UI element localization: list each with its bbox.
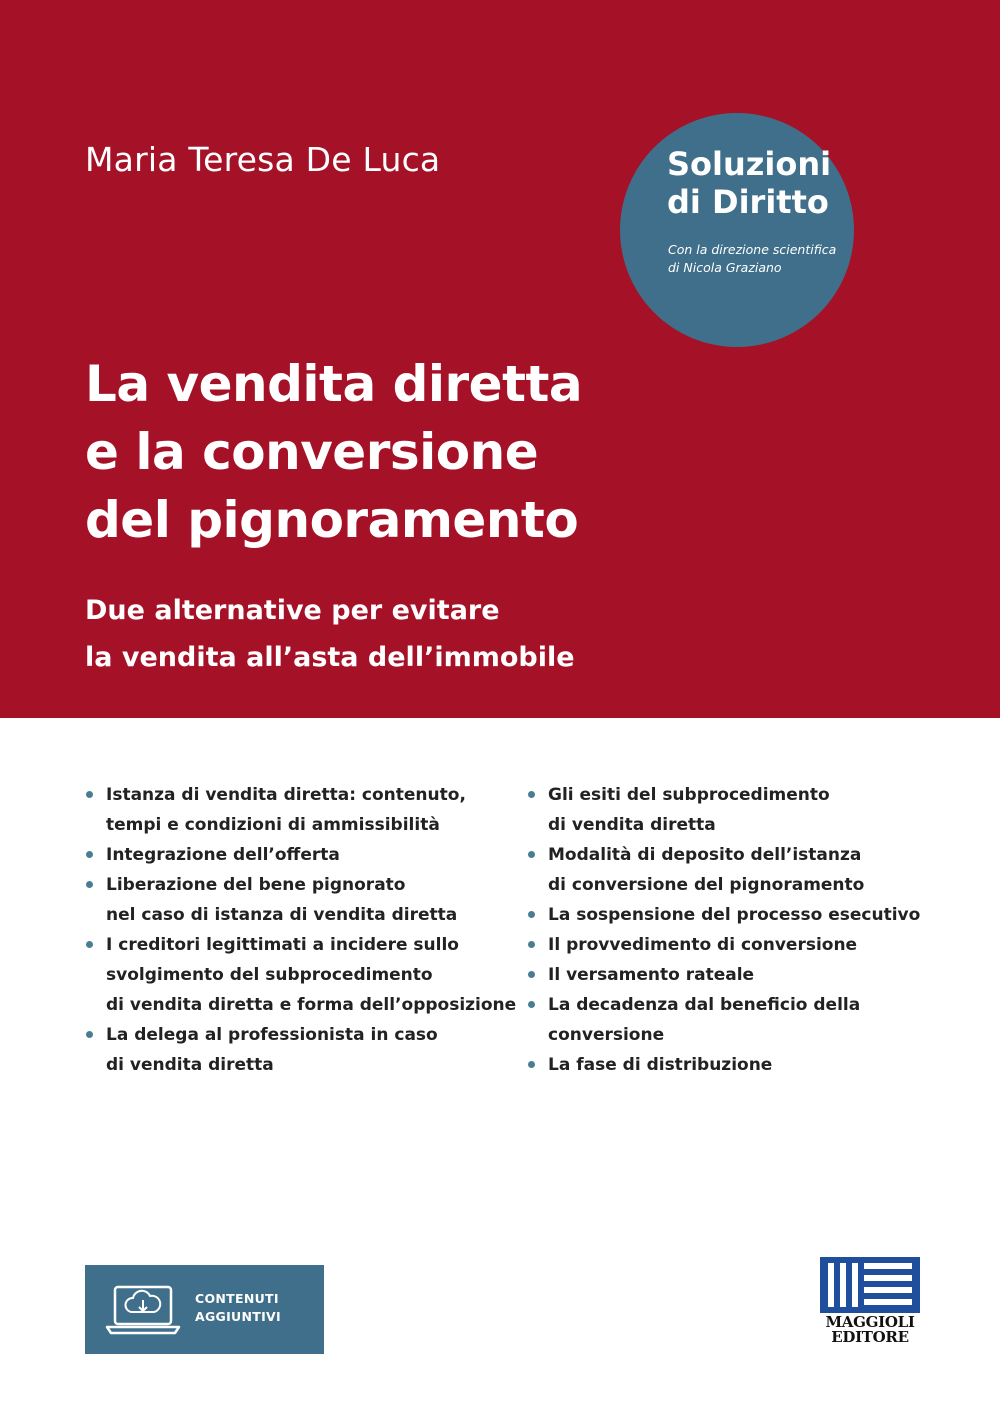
series-subtitle	[668, 241, 836, 277]
bullet-icon	[528, 1001, 535, 1008]
topic-item-line: di vendita diretta e forma dell’opposizione	[106, 995, 517, 1015]
topic-item-line: Gli esiti del subprocedimento	[548, 785, 830, 805]
topic-item	[85, 1020, 515, 1080]
topic-item	[527, 840, 967, 900]
publisher-name	[820, 1315, 920, 1345]
topic-item	[85, 930, 515, 1020]
topic-item-line: svolgimento del subprocedimento	[106, 965, 433, 985]
series-badge	[620, 113, 854, 347]
publisher-name-line: EDITORE	[831, 1328, 909, 1346]
topic-item-line: di conversione del pignoramento	[548, 875, 865, 895]
topics-list-right	[527, 780, 967, 1080]
bullet-icon	[86, 851, 93, 858]
bullet-icon	[528, 791, 535, 798]
topic-item-line: di vendita diretta	[106, 1055, 274, 1075]
bullet-icon	[86, 941, 93, 948]
extra-content-label-line: CONTENUTI	[195, 1291, 279, 1306]
topic-item	[527, 1050, 967, 1080]
bullet-icon	[528, 971, 535, 978]
series-title-line: di Diritto	[667, 183, 829, 221]
topic-item	[85, 870, 515, 930]
series-title	[667, 145, 831, 221]
bullet-icon	[86, 881, 93, 888]
book-subtitle-line: la vendita all’asta dell’immobile	[85, 642, 575, 673]
topics-list-left	[85, 780, 515, 1080]
topic-item	[85, 840, 515, 870]
topic-item	[527, 960, 967, 990]
topic-item	[527, 930, 967, 960]
topic-item-line: La fase di distribuzione	[548, 1055, 773, 1075]
book-subtitle	[85, 587, 575, 681]
series-subtitle-line: Con la direzione scientifica	[668, 242, 837, 257]
bullet-icon	[86, 1031, 93, 1038]
book-title-line: La vendita diretta	[85, 355, 583, 413]
bullet-icon	[528, 851, 535, 858]
topic-item-line: Il versamento rateale	[548, 965, 755, 985]
bullet-icon	[528, 1061, 535, 1068]
topic-item-line: nel caso di istanza di vendita diretta	[106, 905, 458, 925]
topic-item-line: Modalità di deposito dell’istanza	[548, 845, 862, 865]
topic-item-line: Istanza di vendita diretta: contenuto,	[106, 785, 466, 805]
extra-content-label	[195, 1290, 281, 1326]
topic-item-line: La decadenza dal beneficio della	[548, 995, 861, 1015]
laptop-download-icon	[105, 1284, 181, 1336]
topic-item	[527, 990, 967, 1050]
topic-item-line: La sospensione del processo esecutivo	[548, 905, 921, 925]
topic-item-line: tempi e condizioni di ammissibilità	[106, 815, 440, 835]
topic-item	[527, 900, 967, 930]
topic-item	[85, 780, 515, 840]
topic-item-line: di vendita diretta	[548, 815, 716, 835]
maggioli-logo-icon	[820, 1255, 920, 1315]
topic-item-line: conversione	[548, 1025, 665, 1045]
author-name: Maria Teresa De Luca	[85, 140, 441, 179]
topic-item-line: La delega al professionista in caso	[106, 1025, 438, 1045]
bullet-icon	[86, 791, 93, 798]
extra-content-box	[85, 1265, 324, 1354]
series-title-line: Soluzioni	[667, 145, 832, 183]
topic-item	[527, 780, 967, 840]
book-title-line: e la conversione	[85, 423, 539, 481]
bullet-icon	[528, 941, 535, 948]
book-subtitle-line: Due alternative per evitare	[85, 595, 500, 626]
extra-content-label-line: AGGIUNTIVI	[195, 1309, 281, 1324]
series-subtitle-line: di Nicola Graziano	[668, 260, 782, 275]
topic-item-line: I creditori legittimati a incidere sullo	[106, 935, 459, 955]
book-title	[85, 350, 582, 554]
topic-item-line: Liberazione del bene pignorato	[106, 875, 406, 895]
book-title-line: del pignoramento	[85, 491, 579, 549]
publisher-logo	[820, 1255, 920, 1346]
topic-item-line: Il provvedimento di conversione	[548, 935, 858, 955]
publisher-name-line: MAGGIOLI	[825, 1313, 915, 1331]
bullet-icon	[528, 911, 535, 918]
topic-item-line: Integrazione dell’offerta	[106, 845, 340, 865]
